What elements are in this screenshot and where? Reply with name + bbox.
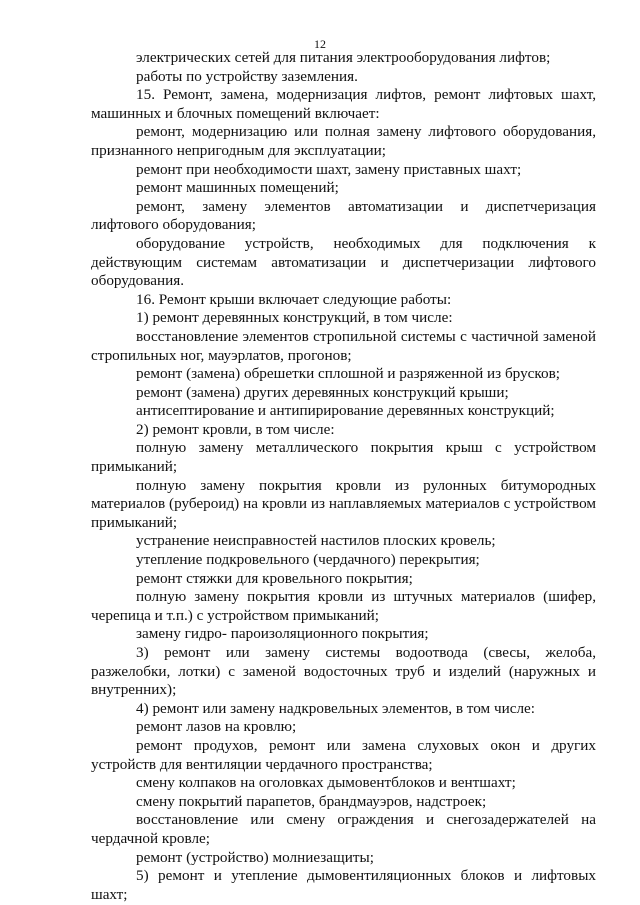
paragraph: 4) ремонт или замену надкровельных элементов, в том числе: (136, 699, 536, 717)
paragraph: замену гидро- пароизоляционного покрытия; (136, 625, 429, 643)
paragraph: восстановление или смену ограждения и снегозадержателей на чердачной кровле; (91, 811, 596, 847)
paragraph: 1) ремонт деревянных конструкций, в том числе: (136, 309, 453, 327)
paragraph: смену колпаков на оголовках дымовентблоков и вентшахт; (136, 774, 516, 792)
paragraph: полную замену покрытия кровли из штучных материалов (шифер, черепица и т.п.) с устройством примыканий; (91, 588, 596, 624)
paragraph: устранение неисправностей настилов плоских кровель; (136, 532, 496, 550)
paragraph: ремонт, модернизацию или полная замену лифтового оборудования, признанного непригодным для эксплуатации; (91, 123, 596, 159)
paragraph: оборудование устройств, необходимых для подключения к действующим системам автоматизации и диспетчеризации лифтового оборудования. (91, 234, 596, 290)
paragraph: ремонт стяжки для кровельного покрытия; (136, 569, 413, 587)
paragraph: 15. Ремонт, замена, модернизация лифтов, ремонт лифтовых шахт, машинных и блочных помещений включает: (91, 86, 596, 122)
document-body (91, 49, 596, 904)
paragraph: ремонт (замена) обрешетки сплошной и разряженной из брусков; (136, 365, 561, 383)
paragraph: утепление подкровельного (чердачного) перекрытия; (136, 551, 480, 569)
paragraph: ремонт машинных помещений; (136, 179, 339, 197)
paragraph: 5) ремонт и утепление дымовентиляционных блоков и лифтовых шахт; (91, 867, 596, 903)
paragraph: полную замену металлического покрытия крыш с устройством примыканий; (91, 439, 596, 476)
paragraph: 3) ремонт или замену системы водоотвода (свесы, желоба, разжелобки, лотки) с заменой водосточных труб и изделий (наружных и внутренних); (91, 644, 596, 699)
paragraph: ремонт при необходимости шахт, замену приставных шахт; (136, 160, 522, 178)
paragraph: ремонт продухов, ремонт или замена слуховых окон и других устройств для вентиляции чердачного пространства; (91, 736, 596, 773)
paragraph: электрических сетей для питания электрооборудования лифтов; (136, 49, 551, 66)
page-number: 12 (314, 37, 326, 51)
paragraph: восстановление элементов стропильной системы с частичной заменой стропильных ног, мауэрлатов, прогонов; (91, 327, 596, 364)
paragraph: 2) ремонт кровли, в том числе: (136, 420, 335, 438)
paragraph: работы по устройству заземления. (136, 67, 358, 85)
paragraph: ремонт (замена) других деревянных конструкций крыши; (136, 383, 509, 401)
paragraph: антисептирование и антипирирование деревянных конструкций; (136, 402, 555, 420)
paragraph: полную замену покрытия кровли из рулонных битумородных материалов (рубероид) на кровли из наплавляемых материалов с устройством примыканий; (91, 476, 596, 531)
paragraph: 16. Ремонт крыши включает следующие работы: (136, 290, 452, 308)
paragraph: смену покрытий парапетов, брандмауэров, надстроек; (136, 792, 487, 810)
paragraph: ремонт (устройство) молниезащиты; (136, 848, 374, 866)
paragraph: ремонт, замену элементов автоматизации и диспетчеризация лифтового оборудования; (91, 197, 596, 234)
paragraph: ремонт лазов на кровлю; (136, 718, 297, 736)
